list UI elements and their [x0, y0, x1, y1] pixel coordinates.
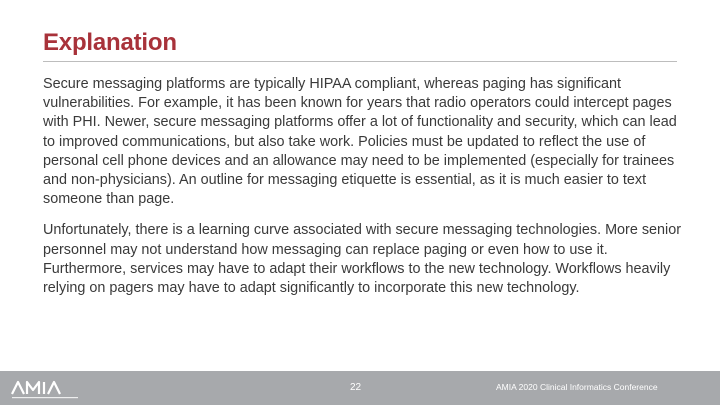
slide-footer	[0, 371, 720, 405]
page-number: 22	[350, 382, 362, 393]
conference-name: AMIA 2020 Clinical Informatics Conference	[496, 382, 658, 392]
slide-title: Explanation	[43, 29, 177, 56]
body-paragraph-1: Secure messaging platforms are typically HIPAA compliant, whereas paging has significant vulnerabilities. For example, it has been known for years that radio operators could intercept pages with PHI. Newer, secure messaging platforms offer a lot of functionality and security, which can lead to improved communications, but also take work. Policies must be updated to reflect the use of personal cell phone devices and an allowance may need to be implemented (especially for trainees and non-physicians). An outline for messaging etiquette is essential, as it is much easier to text someone than page.	[43, 76, 677, 208]
amia-logo-icon	[10, 377, 90, 401]
body-paragraph-2: Unfortunately, there is a learning curve associated with secure messaging technologies. More senior personnel may not understand how messaging can replace paging or even how to use it. Furthermore, services may have to adapt their workflows to the new technology. Workflows heavily relying on pagers may have to adapt significantly to incorporate this new technology.	[43, 222, 682, 297]
slide-body	[43, 75, 683, 310]
title-divider	[43, 61, 677, 62]
